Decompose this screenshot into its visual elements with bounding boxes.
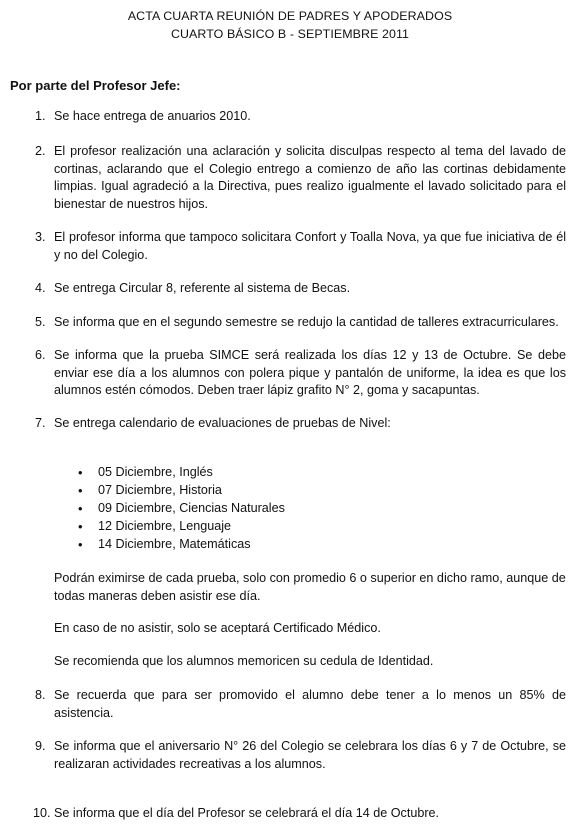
document-title: ACTA CUARTA REUNIÓN DE PADRES Y APODERADOS [127,9,453,23]
item-number: 1. [35,109,46,123]
item-text: El profesor realización una aclaración y solicita disculpas respecto al tema del lavado de cortinas, aclarando que el Colegio entrego a comienzo de año las cortinas debidamente limpias. Igual agradeció a la Directiva, pues realizo igualmente el lavado solicitado para el bienestar de nuestros hijos. [54,144,566,211]
item-number: 2. [35,144,46,158]
item-number: 4. [35,281,46,295]
item-text: Se entrega Circular 8, referente al sistema de Becas. [54,281,351,295]
item-number: 6. [35,348,46,362]
item-text: Se informa que el día del Profesor se celebrará el día 14 de Octubre. [54,806,440,820]
item-text: Se recuerda que para ser promovido el alumno debe tener a lo menos un 85% de asistencia. [54,688,566,720]
exam-date-item: • 14 Diciembre, Matemáticas [78,536,285,554]
section-heading: Por parte del Profesor Jefe: [10,78,181,93]
document-subtitle: CUARTO BÁSICO B - SEPTIEMBRE 2011 [170,27,410,41]
item-text: Se informa que el aniversario N° 26 del Colegio se celebrara los días 6 y 7 de Octubre, se realizaran actividades recreativas a los alumnos. [54,739,566,771]
item-number: 7. [35,416,46,430]
item-text: Se entrega calendario de evaluaciones de pruebas de Nivel: [54,416,391,430]
item-text: El profesor informa que tampoco solicitara Confort y Toalla Nova, ya que fue iniciativa de él y no del Colegio. [54,230,566,262]
note-paragraph: En caso de no asistir, solo se aceptará Certificado Médico. [54,621,381,635]
note-paragraph: Podrán eximirse de cada prueba, solo con promedio 6 o superior en dicho ramo, aunque de todas maneras deben asistir ese día. [54,571,566,603]
item-number: 3. [35,230,46,244]
item-text: Se informa que en el segundo semestre se redujo la cantidad de talleres extracurriculares. [54,315,559,329]
exam-date-item: • 09 Diciembre, Ciencias Naturales [78,500,285,518]
item-text: Se hace entrega de anuarios 2010. [54,109,251,123]
item-text: Se informa que la prueba SIMCE será realizada los días 12 y 13 de Octubre. Se debe enviar ese día a los alumnos con polera pique y pantalón de uniforme, la idea es que los alumnos estén cómodos. Deben traer lápiz grafito N° 2, goma y sacapuntas. [54,348,566,397]
item-number: 5. [35,315,46,329]
exam-schedule-list [78,464,285,554]
exam-date-item: • 12 Diciembre, Lenguaje [78,518,285,536]
exam-date-item: • 07 Diciembre, Historia [78,482,285,500]
exam-date-item: • 05 Diciembre, Inglés [78,464,285,482]
item-number: 10. [33,806,51,820]
item-number: 9. [35,739,46,753]
item-number: 8. [35,688,46,702]
note-paragraph: Se recomienda que los alumnos memoricen su cedula de Identidad. [54,654,434,668]
